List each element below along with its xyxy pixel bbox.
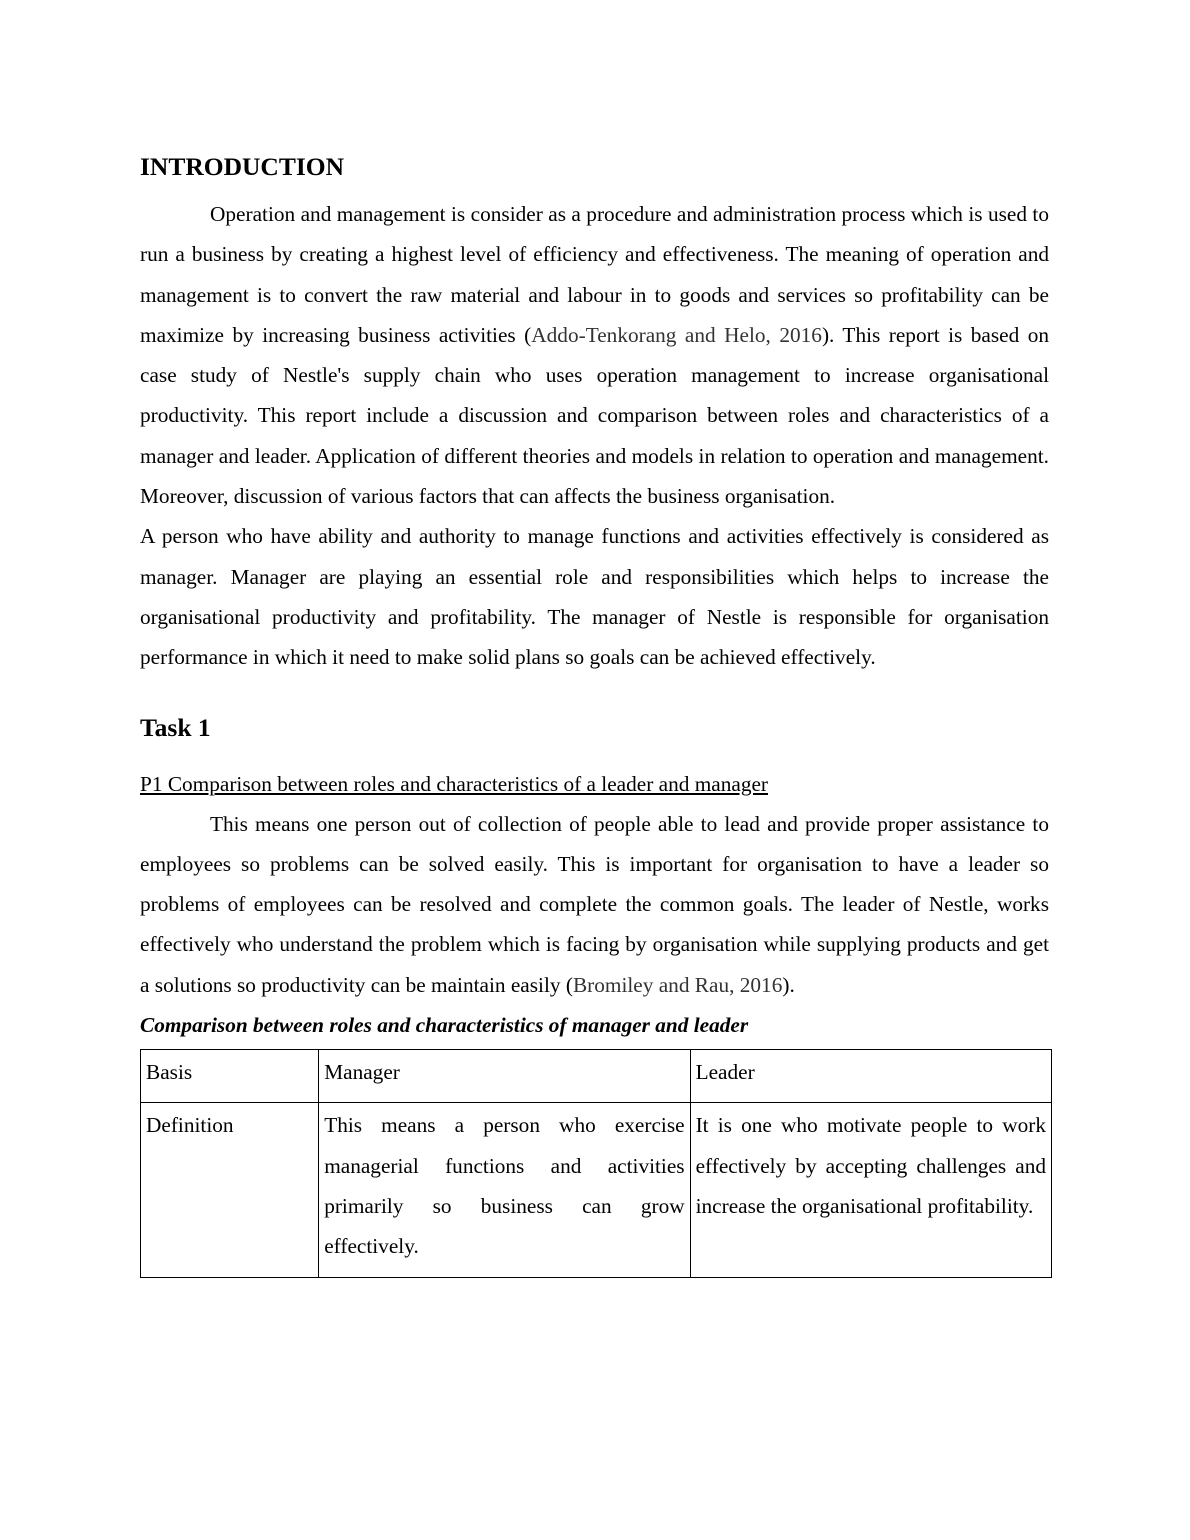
task1-paragraph — [140, 804, 1049, 1005]
header-leader: Leader — [690, 1050, 1051, 1103]
comparison-table — [140, 1049, 1052, 1277]
task1-heading: Task 1 — [140, 712, 211, 742]
cell-manager: This means a person who exercise managerial functions and activities primarily so business can grow effectively. — [319, 1103, 690, 1277]
introduction-paragraph-2: A person who have ability and authority to manage functions and activities effectively is considered as manager. Manager are playing an essential role and responsibilities which helps to increase the organisational productivity and profitability. The manager of Nestle is responsible for organisation performance in which it need to make solid plans so goals can be achieved effectively. — [140, 524, 1049, 670]
table-header-row — [141, 1050, 1052, 1103]
header-manager: Manager — [319, 1050, 690, 1103]
citation-addo-tenkorang: Addo-Tenkorang and Helo, 2016 — [531, 322, 822, 347]
introduction-paragraph-1 — [140, 194, 1049, 516]
header-basis: Basis — [141, 1050, 319, 1103]
cell-basis: Definition — [141, 1103, 319, 1277]
intro-para1-text-after: ). This report is based on case study of Nestle's supply chain who uses operation management to increase organisational productivity. This report include a discussion and comparison between roles and characteristics of a manager and leader. Application of different theories and models in relation to operation and management. Moreover, discussion of various factors that can affects the business organisation. — [140, 322, 1050, 509]
cell-leader: It is one who motivate people to work effectively by accepting challenges and increase the organisational profitability. — [690, 1103, 1051, 1277]
p1-subheading: P1 Comparison between roles and characteristics of a leader and manager — [140, 771, 769, 796]
table-caption: Comparison between roles and characteristics of manager and leader — [140, 1013, 749, 1038]
table-row — [141, 1103, 1052, 1277]
document-content — [140, 148, 1049, 1278]
citation-bromiley: Bromiley and Rau, 2016 — [572, 972, 783, 997]
task1-para-text: This means one person out of collection of people able to lead and provide proper assistance to employees so problems can be solved easily. This is important for organisation to have a leader so problems of employees can be resolved and complete the common goals. The leader of Nestle, works effectively who understand the problem which is facing by organisation while supplying products and get a solutions so productivity can be maintain easily ( — [140, 811, 1049, 997]
task1-para-text-after: ). — [782, 972, 795, 997]
introduction-heading: INTRODUCTION — [140, 152, 345, 181]
intro-para1-text: Operation and management is consider as a procedure and administration process which is used to run a business by creating a highest level of efficiency and effectiveness. The meaning of operation and management is to convert the raw material and labour in to goods and services so profitability can be maximize by increasing business activities ( — [140, 202, 1049, 347]
